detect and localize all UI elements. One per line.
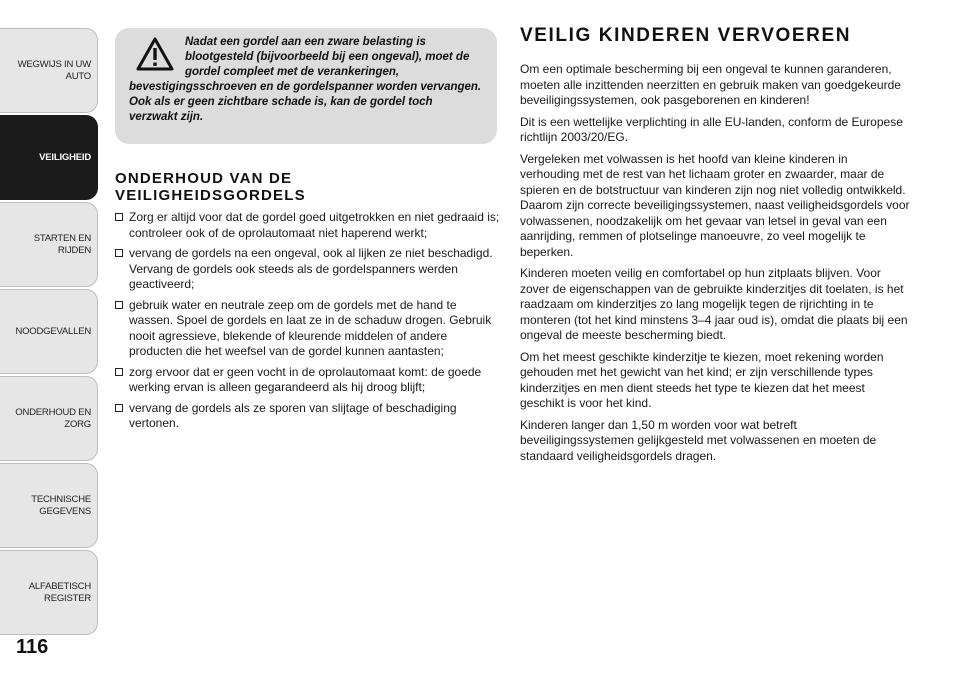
page-number: 116: [16, 636, 49, 658]
heading-line-2: VEILIGHEIDSGORDELS: [115, 187, 306, 204]
paragraph: Dit is een wettelijke verplichting in alle EU-landen, conform de Europese richtlijn 2003/20/EG.: [520, 114, 903, 144]
checkbox-bullet-icon: [115, 404, 123, 412]
paragraph: Om een optimale bescherming bij een ongeval te kunnen garanderen, moeten alle inzittenden neerzitten en gebruik maken van goedgekeurde beveiligingssystemen, ook pasgeborenen en kinderen!: [520, 62, 901, 107]
warning-text: [129, 35, 483, 125]
tab-label: STARTEN EN RIJDEN: [33, 232, 91, 256]
list-item: [115, 298, 500, 360]
list-item-text: vervang de gordels als ze sporen van slijtage of beschadiging vertonen.: [129, 400, 457, 430]
list-item: [115, 210, 500, 241]
list-item-text: gebruik water en neutrale zeep om de gordels met de hand te wassen. Spoel de gordels en laat ze in de schaduw drogen. Gebruik nooit agressieve, blekende of kleurende middelen of andere producten die het weefsel van de gordel kunnen aantasten;: [129, 297, 492, 358]
paragraph: Vergeleken met volwassen is het hoofd van kleine kinderen in verhouding met de rest van het lichaam groter en zwaarder, maar de spieren en de botstructuur van kinderen zijn nog niet volledig ontwikkeld. Daarom zijn correcte beveiligingssystemen, naast veiligheidsgordels voor volwassenen, noodzakelijk om het gevaar van letsel in geval van een aanrijding, remmen of plotselinge manoeuvre, zo veel mogelijk te beperken.: [520, 151, 910, 259]
paragraph: Kinderen langer dan 1,50 m worden voor wat betreft beveiligingssystemen gelijkgesteld met volwassenen en moeten de standaard veiligheidsgordels dragen.: [520, 417, 877, 463]
warning-box: [115, 28, 497, 144]
list-item: [115, 401, 500, 432]
tab-label: ALFABETISCH REGISTER: [28, 580, 91, 604]
tab-onderhoud-en-zorg[interactable]: [0, 376, 98, 461]
warning-text-full: bevestigingsschroeven en de gordelspanner worden vervangen. Ook als er geen zichtbare schade is, kan de gordel toch verzwakt zijn.: [129, 81, 482, 123]
list-item-text: vervang de gordels na een ongeval, ook al lijken ze niet beschadigd. Vervang de gordels ook steeds als de gordelspanners werden geactiveerd;: [129, 246, 493, 291]
list-item: [115, 365, 500, 396]
section-heading-onderhoud: [115, 170, 306, 204]
tab-label: ONDERHOUD EN ZORG: [15, 406, 91, 430]
checkbox-bullet-icon: [115, 368, 123, 376]
tab-veiligheid[interactable]: [0, 115, 98, 200]
list-item-text: zorg ervoor dat er geen vocht in de oprolautomaat komt: de goede werking ervan is alleen gegarandeerd als hij droog blijft;: [129, 364, 482, 394]
checkbox-bullet-icon: [115, 249, 123, 257]
tab-wegwijs-in-uw-auto[interactable]: [0, 28, 98, 113]
paragraph: Om het meest geschikte kinderzitje te kiezen, moet rekening worden gehouden met het gewicht van het kind; er zijn verschillende types kinderzitjes en men dient steeds het type te kiezen dat het meest geschikt is voor het kind.: [520, 349, 884, 410]
tab-label: NOODGEVALLEN: [15, 325, 91, 337]
tab-label: VEILIGHEID: [39, 151, 91, 163]
tab-noodgevallen[interactable]: [0, 289, 98, 374]
warning-text-indented: Nadat een gordel aan een zware belasting is blootgesteld (bijvoorbeeld bij een ongeval), moet de gordel compleet met de verankeringen,: [185, 36, 470, 78]
paragraph: Kinderen moeten veilig en comfortabel op hun zitplaats blijven. Voor zover de eigenschappen van de gebruikte kinderzitjes dit toelaten, is het raadzaam om kinderzitjes zo lang mogelijk tegen de rijrichting in te monteren (tot het kind minstens 3–4 jaar oud is), omdat die plaats bij een ongeval de meeste bescherming biedt.: [520, 266, 908, 342]
section-heading-kinderen: VEILIG KINDEREN VERVOEREN: [520, 25, 852, 46]
chapter-sidebar: [0, 28, 100, 637]
checkbox-bullet-icon: [115, 301, 123, 309]
tab-label: TECHNISCHE GEGEVENS: [31, 493, 91, 517]
checkbox-bullet-icon: [115, 213, 123, 221]
heading-line-1: ONDERHOUD VAN DE: [115, 170, 293, 187]
list-item: [115, 246, 500, 293]
tab-label: WEGWIJS IN UW AUTO: [17, 58, 91, 82]
list-item-text: Zorg er altijd voor dat de gordel goed uitgetrokken en niet gedraaid is; controleer ook of de oprolautomaat niet haperend werkt;: [129, 210, 500, 240]
kinderen-body: [520, 62, 910, 470]
tab-starten-en-rijden[interactable]: [0, 202, 98, 287]
warning-triangle-icon: [135, 36, 175, 72]
tab-alfabetisch-register[interactable]: [0, 550, 98, 635]
tab-technische-gegevens[interactable]: [0, 463, 98, 548]
maintenance-list: [115, 210, 500, 437]
